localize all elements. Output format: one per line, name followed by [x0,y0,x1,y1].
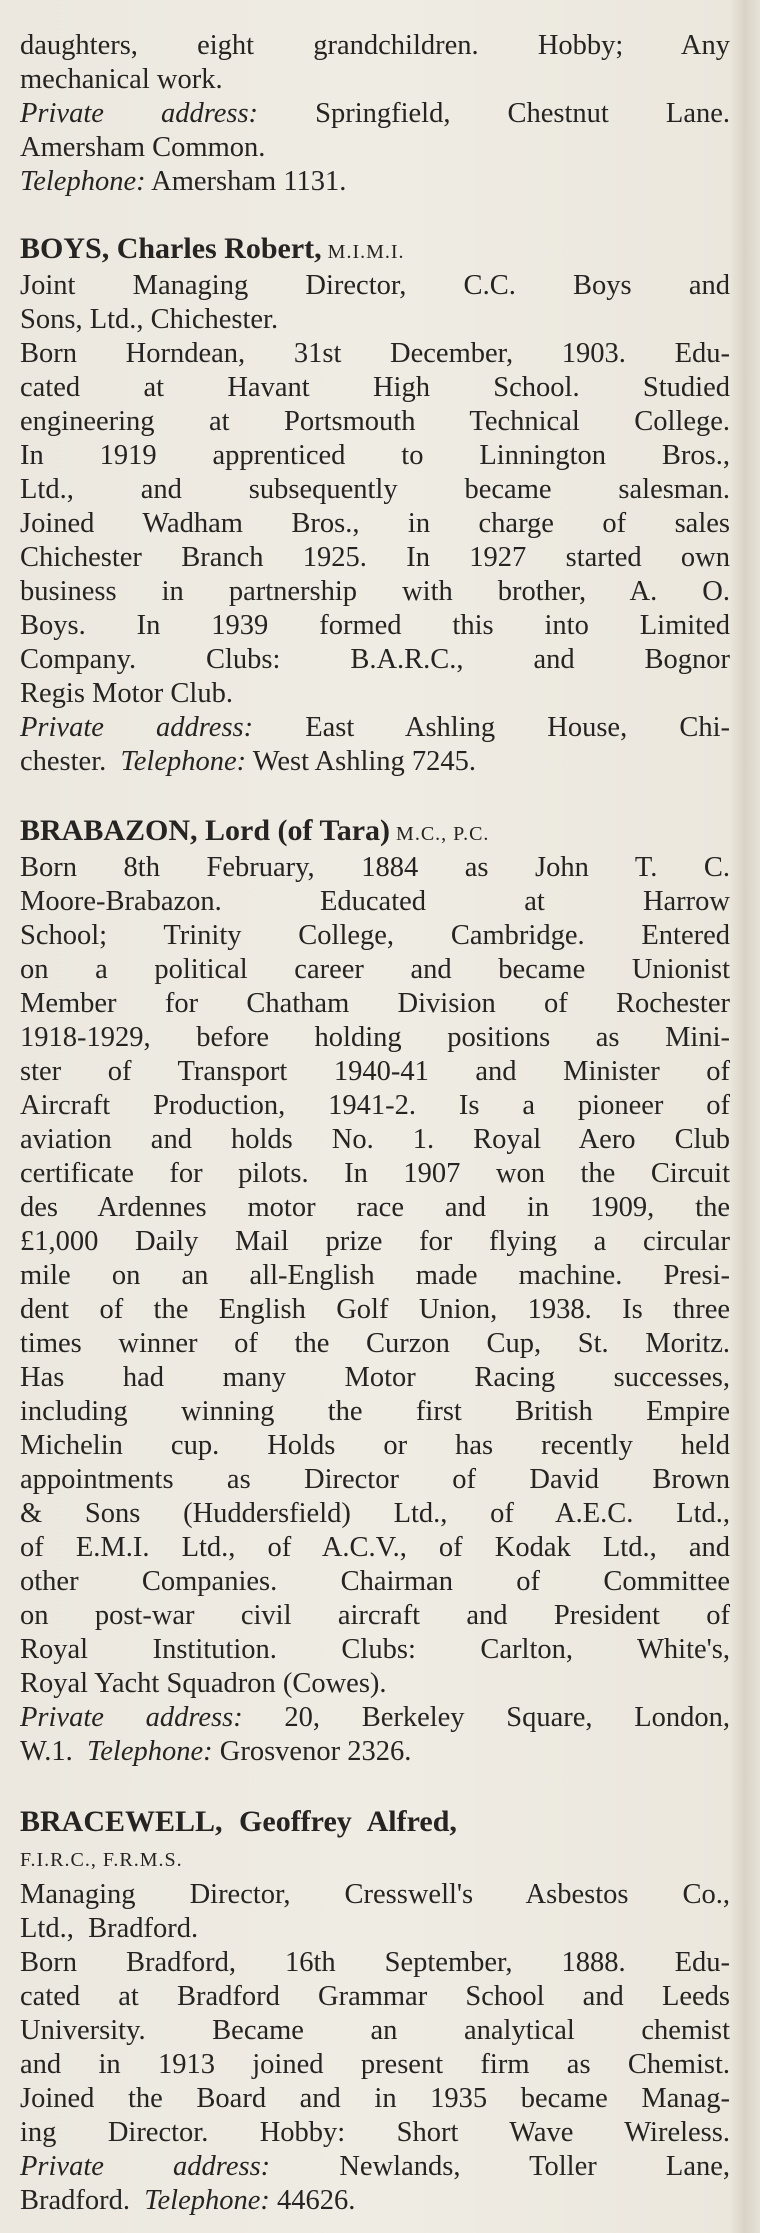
text-run: Sons, Ltd., Chichester. [20,304,279,335]
field-label: Private address: [20,1702,243,1733]
text-run: Ltd., Bradford. [20,1913,199,1944]
text-line [20,1667,730,1701]
text-run: Royal Yacht Squadron (Cowes). [20,1668,387,1699]
entry-heading [20,229,730,269]
text-line: Member for Chatham Division of Rochester [20,988,730,1019]
entry-postnominals: F.I.R.C., F.R.M.S. [20,1849,183,1871]
text-line: Company. Clubs: B.A.R.C., and Bognor [20,644,730,675]
text-line: on post-war civil aircraft and President of [20,1600,730,1631]
text-line [20,1912,730,1946]
text-line [20,711,730,745]
entry-name: BRACEWELL, Geoffrey Alfred, [20,1805,457,1838]
text-run: 44626. [269,2185,356,2216]
text-run: Newlands, Toller Lane, [270,2151,730,2182]
text-line [20,131,730,165]
field-label: Private address: [20,98,259,129]
entry-continuation [20,29,730,199]
text-run: East Ashling House, Chi- [253,712,730,743]
text-line: including winning the first British Empire [20,1396,730,1427]
text-run: Regis Motor Club. [20,678,233,709]
text-run: 20, Berkeley Square, London, [242,1702,730,1733]
text-line: mile on an all-English made machine. Presi- [20,1260,730,1291]
text-line: 1918-1929, before holding positions as Mini- [20,1022,730,1053]
text-line: des Ardennes motor race and in 1909, the [20,1192,730,1223]
text-line: Aircraft Production, 1941-2. Is a pioneer of [20,1090,730,1121]
entry-heading [20,1802,730,1842]
text-line: other Companies. Chairman of Committee [20,1566,730,1597]
entry-heading [20,811,730,851]
text-line: Joint Managing Director, C.C. Boys and [20,270,730,301]
text-run: Amersham Common. [20,132,266,163]
text-run: Bradford. [20,2185,145,2216]
text-line: appointments as Director of David Brown [20,1464,730,1495]
text-line: Michelin cup. Holds or has recently held [20,1430,730,1461]
text-line: daughters, eight grandchildren. Hobby; Any [20,30,730,61]
entry-postnominals: M.C., P.C. [396,823,490,845]
text-line [20,745,730,779]
text-line: Chichester Branch 1925. In 1927 started own [20,542,730,573]
text-line: Royal Institution. Clubs: Carlton, White's, [20,1634,730,1665]
text-line: Born Horndean, 31st December, 1903. Edu- [20,338,730,369]
text-line [20,97,730,131]
text-line: ing Director. Hobby: Short Wave Wireless. [20,2117,730,2148]
text-line: School; Trinity College, Cambridge. Entered [20,920,730,951]
text-line: Joined the Board and in 1935 became Manag- [20,2083,730,2114]
text-line [20,2184,730,2218]
text-line [20,63,730,97]
text-line: times winner of the Curzon Cup, St. Moritz. [20,1328,730,1359]
text-line: certificate for pilots. In 1907 won the Circuit [20,1158,730,1189]
text-run: mechanical work. [20,64,223,95]
text-line [20,677,730,711]
text-run: Amersham 1131. [145,166,347,197]
text-run: Grosvenor 2326. [212,1736,412,1767]
text-run: Springfield, Chestnut Lane. [258,98,730,129]
text-line: business in partnership with brother, A. O. [20,576,730,607]
field-label: Telephone: [87,1736,213,1767]
field-label: Private address: [20,712,254,743]
text-line [20,303,730,337]
field-label: Telephone: [20,166,146,197]
text-run: chester. [20,746,121,777]
text-run: West Ashling 7245. [246,746,477,777]
text-line [20,1735,730,1769]
text-line: dent of the English Golf Union, 1938. Is three [20,1294,730,1325]
text-line: engineering at Portsmouth Technical College. [20,406,730,437]
text-line: Joined Wadham Bros., in charge of sales [20,508,730,539]
field-label: Telephone: [120,746,247,777]
entry-postnominals: M.I.M.I. [327,241,405,263]
text-line: Ltd., and subsequently became salesman. [20,474,730,505]
text-line [20,165,730,199]
text-line: Boys. In 1939 formed this into Limited [20,610,730,641]
text-line: University. Became an analytical chemist [20,2015,730,2046]
text-line: & Sons (Huddersfield) Ltd., of A.E.C. Ltd., [20,1498,730,1529]
field-label: Private address: [20,2151,271,2182]
text-line: of E.M.I. Ltd., of A.C.V., of Kodak Ltd., and [20,1532,730,1563]
text-line [20,2150,730,2184]
text-run: W.1. [20,1736,88,1767]
text-line: Has had many Motor Racing successes, [20,1362,730,1393]
text-line: cated at Havant High School. Studied [20,372,730,403]
entry-brabazon [20,811,730,1769]
text-line: In 1919 apprenticed to Linnington Bros., [20,440,730,471]
text-line: Managing Director, Cresswell's Asbestos Co., [20,1879,730,1910]
text-line: Born 8th February, 1884 as John T. C. [20,852,730,883]
text-line: Moore-Brabazon. Educated at Harrow [20,886,730,917]
entry-name: BOYS, Charles Robert, [20,232,322,265]
text-line [20,1701,730,1735]
text-line: cated at Bradford Grammar School and Leeds [20,1981,730,2012]
entry-boys [20,229,730,779]
field-label: Telephone: [144,2185,270,2216]
entry-name: BRABAZON, Lord (of Tara) [20,814,391,847]
text-line: and in 1913 joined present firm as Chemist. [20,2049,730,2080]
entry-bracewell [20,1802,730,2218]
text-line: £1,000 Daily Mail prize for flying a circular [20,1226,730,1257]
text-line: aviation and holds No. 1. Royal Aero Club [20,1124,730,1155]
text-line: on a political career and became Unionist [20,954,730,985]
text-line: ster of Transport 1940-41 and Minister of [20,1056,730,1087]
text-line: Born Bradford, 16th September, 1888. Edu- [20,1947,730,1978]
